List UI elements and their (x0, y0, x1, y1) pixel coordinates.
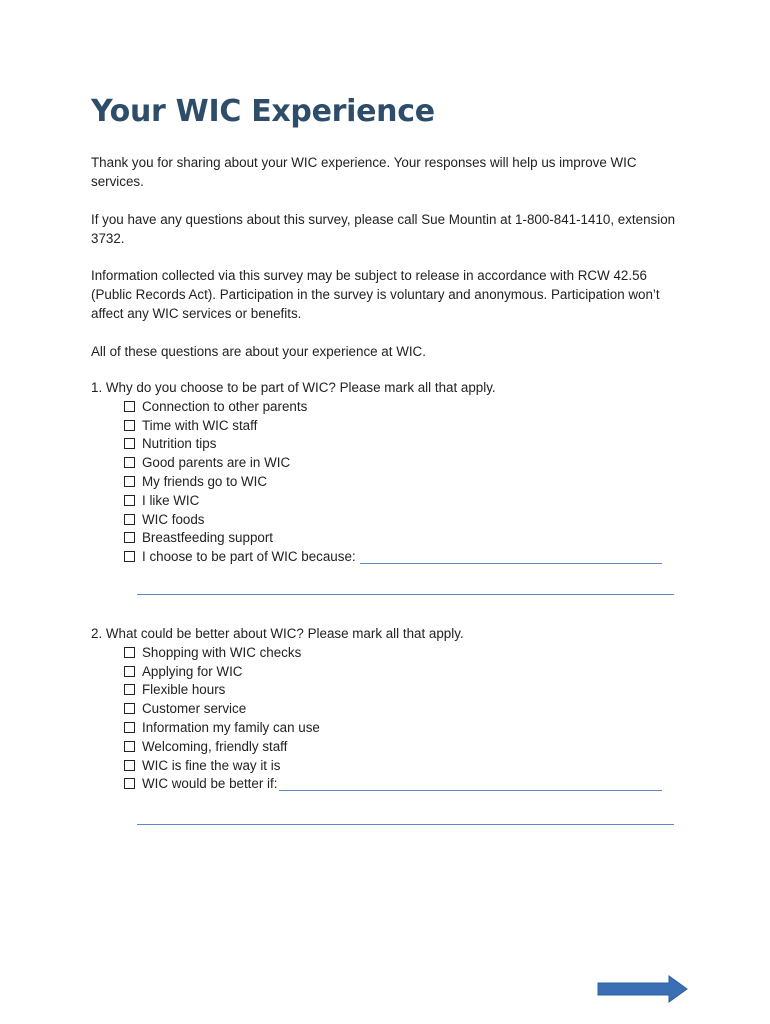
checkbox-icon[interactable] (124, 514, 135, 525)
question-1-label: 1. Why do you choose to be part of WIC? Please mark all that apply. (91, 380, 496, 395)
checkbox-icon[interactable] (124, 420, 135, 431)
right-arrow-icon[interactable] (597, 975, 689, 1003)
checkbox-icon[interactable] (124, 778, 135, 789)
checkbox-icon[interactable] (124, 438, 135, 449)
question-2-label: 2. What could be better about WIC? Please mark all that apply. (91, 626, 464, 641)
option-label: Customer service (142, 701, 247, 717)
q1-option-other[interactable] (124, 547, 662, 566)
q2-option-customer-service[interactable] (124, 699, 662, 718)
checkbox-icon[interactable] (124, 666, 135, 677)
option-label: WIC is fine the way it is (142, 757, 281, 773)
q2-option-fine[interactable] (124, 756, 662, 775)
checkbox-icon[interactable] (124, 476, 135, 487)
option-label: Shopping with WIC checks (142, 644, 302, 660)
intro-scope: All of these questions are about your experience at WIC. (91, 344, 426, 359)
option-label: Flexible hours (142, 682, 226, 698)
option-label: Nutrition tips (142, 436, 217, 452)
q1-other-input-line-2[interactable] (137, 594, 674, 595)
intro-privacy: Information collected via this survey may be subject to release in accordance with RCW 42.56 (Public Records Act). Participation in the survey is voluntary and anonymous. Participation won’t affect any WIC services or benefits. (91, 268, 660, 321)
option-label: Connection to other parents (142, 398, 308, 414)
q2-other-input-line[interactable] (279, 776, 662, 791)
q1-option-friends[interactable] (124, 472, 662, 491)
option-label: Information my family can use (142, 720, 320, 736)
option-label: Time with WIC staff (142, 417, 258, 433)
checkbox-icon[interactable] (124, 741, 135, 752)
q1-other-input-line[interactable] (360, 549, 662, 564)
question-2-options (124, 643, 662, 793)
intro-thanks: Thank you for sharing about your WIC experience. Your responses will help us improve WIC services. (91, 155, 637, 189)
q1-option-breastfeeding[interactable] (124, 529, 662, 548)
q1-option-good-parents[interactable] (124, 453, 662, 472)
checkbox-icon[interactable] (124, 551, 135, 562)
checkbox-icon[interactable] (124, 647, 135, 658)
option-label: Breastfeeding support (142, 530, 274, 546)
option-label: My friends go to WIC (142, 474, 268, 490)
question-1-options (124, 397, 662, 566)
q2-option-shopping[interactable] (124, 643, 662, 662)
checkbox-icon[interactable] (124, 532, 135, 543)
option-label: Applying for WIC (142, 663, 243, 679)
checkbox-icon[interactable] (124, 457, 135, 468)
checkbox-icon[interactable] (124, 401, 135, 412)
q1-option-staff-time[interactable] (124, 416, 662, 435)
q2-option-applying[interactable] (124, 662, 662, 681)
option-label: I like WIC (142, 492, 200, 508)
q2-other-input-line-2[interactable] (137, 824, 674, 825)
checkbox-icon[interactable] (124, 760, 135, 771)
intro-contact: If you have any questions about this survey, please call Sue Mountin at 1-800-841-1410, extension 3732. (91, 212, 676, 246)
checkbox-icon[interactable] (124, 722, 135, 733)
checkbox-icon[interactable] (124, 684, 135, 695)
q2-option-other[interactable] (124, 775, 662, 794)
q2-option-family-info[interactable] (124, 718, 662, 737)
q2-option-flexible-hours[interactable] (124, 681, 662, 700)
option-label: Good parents are in WIC (142, 455, 291, 471)
q1-option-like-wic[interactable] (124, 491, 662, 510)
page-title: Your WIC Experience (91, 94, 435, 129)
checkbox-icon[interactable] (124, 703, 135, 714)
checkbox-icon[interactable] (124, 495, 135, 506)
option-label: I choose to be part of WIC because: (142, 549, 356, 565)
q1-option-connection[interactable] (124, 397, 662, 416)
option-label: WIC foods (142, 511, 205, 527)
option-label: Welcoming, friendly staff (142, 738, 288, 754)
option-label: WIC would be better if: (142, 776, 278, 792)
q2-option-welcoming-staff[interactable] (124, 737, 662, 756)
q1-option-nutrition-tips[interactable] (124, 435, 662, 454)
q1-option-foods[interactable] (124, 510, 662, 529)
